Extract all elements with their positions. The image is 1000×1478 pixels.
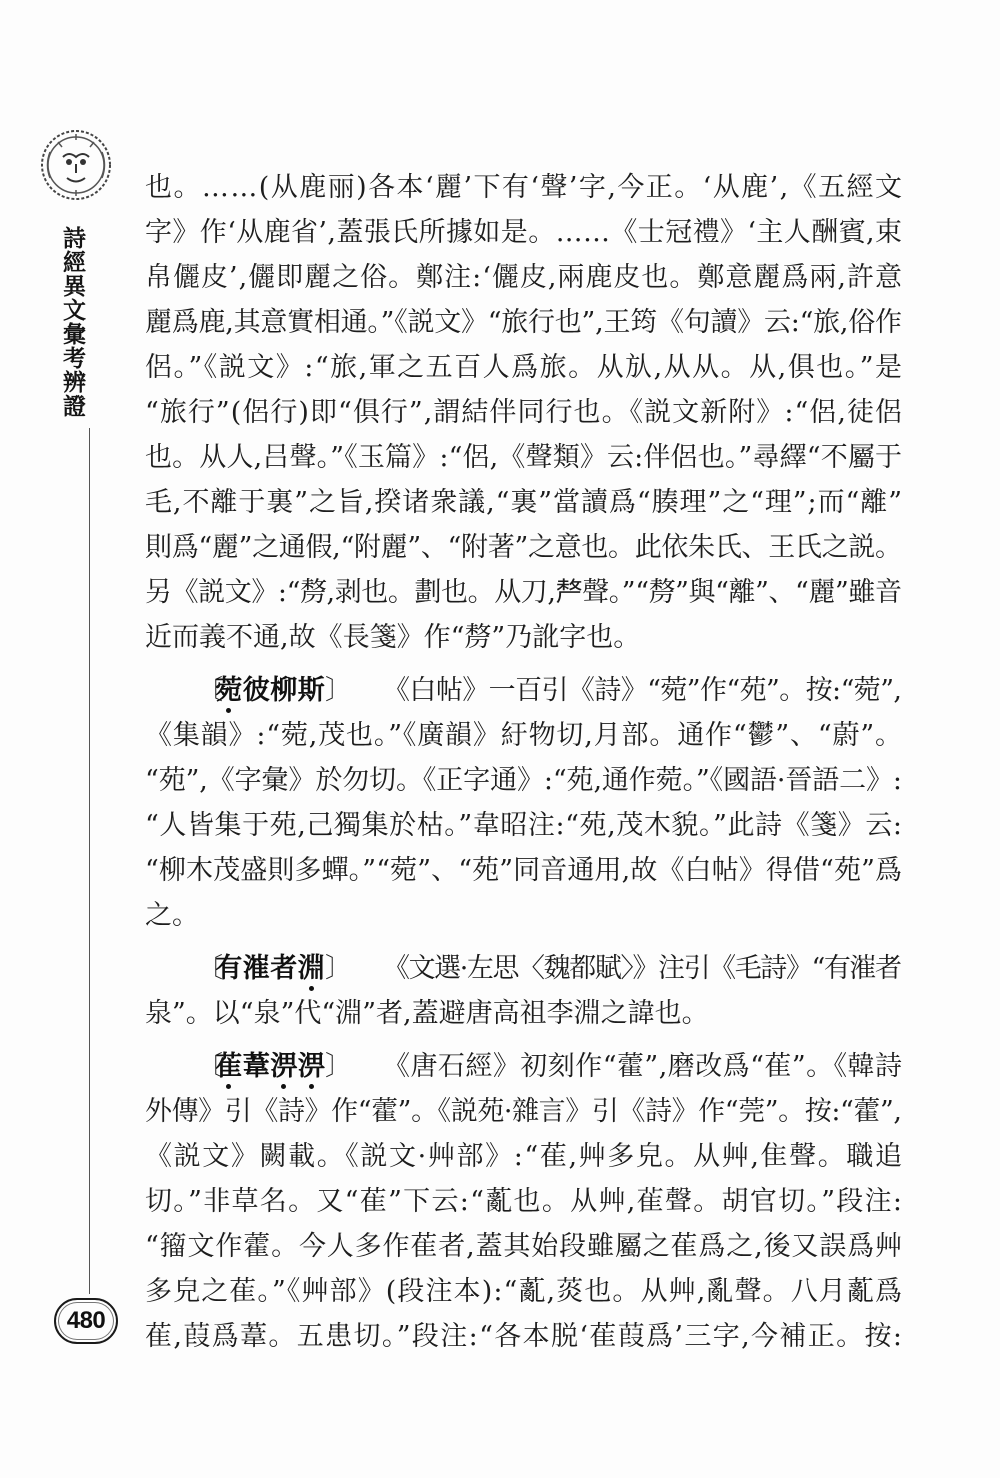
- headword-char: 斯: [297, 675, 325, 706]
- headword-char: 淵: [297, 953, 325, 984]
- face-medallion-icon: [36, 124, 116, 206]
- line-text: 字》作‘从鹿省’,蓋張氏所據如是。……《士冠禮》‘主人酬賓,束: [145, 217, 903, 248]
- margin-rule: [89, 428, 90, 1294]
- text-line: [145, 531, 902, 565]
- line-text: “籀文作藿。今人多作萑者,蓋其始段雖屬之萑爲之,後又誤爲艸: [145, 1231, 903, 1262]
- line-text: 之。: [145, 900, 199, 931]
- line-text: “苑”,《字彙》於勿切。《正字通》:“苑,通作菀。”《國語·晉語二》:: [145, 765, 902, 796]
- text-line: [145, 1095, 902, 1129]
- headword-char: 彼: [242, 675, 270, 706]
- line-text: 泉”。以“泉”代“淵”者,蓋避唐高祖李淵之諱也。: [145, 998, 709, 1029]
- text-line: [145, 899, 902, 933]
- bracket-open: 〔: [196, 1051, 223, 1082]
- line-text: 《白帖》一百引《詩》“菀”作“苑”。按:“菀”,: [383, 675, 902, 706]
- page-number: 480: [54, 1298, 118, 1344]
- headword-char: 漼: [242, 953, 270, 984]
- line-text: 《唐石經》初刻作“藿”,磨改爲“萑”。《韓詩: [383, 1051, 903, 1082]
- line-text: 則爲“麗”之通假,“附麗”、“附著”之意也。此依朱氏、王氏之説。: [145, 532, 902, 563]
- text-line: [145, 719, 902, 753]
- text-line: [145, 621, 902, 655]
- line-text: 侶。”《説文》:“旅,軍之五百人爲旅。从㫃,从从。从,俱也。”是: [145, 352, 904, 383]
- line-text: 《集韻》:“菀,茂也。”《廣韻》紆物切,月部。通作“鬱”、“蔚”。: [145, 720, 903, 751]
- text-line: [145, 576, 902, 610]
- text-line: [383, 1050, 902, 1084]
- headword-char: 有: [215, 953, 243, 984]
- line-text: 也。从人,吕聲。”《玉篇》:“侶,《聲類》云:伴侶也。”尋繹“不屬于: [145, 442, 903, 473]
- text-line: [145, 1320, 902, 1354]
- headword-char: 菀: [215, 675, 243, 706]
- running-title: 詩經異文彙考辨證: [59, 226, 85, 418]
- text-line: [145, 997, 902, 1031]
- text-line: [145, 261, 902, 295]
- line-text: 帛儷皮’,儷即麗之俗。鄭注:‘儷皮,兩鹿皮也。鄭意麗爲兩,許意: [145, 262, 903, 293]
- line-text: 外傳》引《詩》作“藿”。《説苑·雜言》引《詩》作“莞”。按:“藿”,: [145, 1096, 902, 1127]
- headword-char: 柳: [270, 675, 298, 706]
- text-line: [145, 809, 902, 843]
- line-text: 另《説文》:“剺,剥也。劃也。从刀,𠩺聲。”“剺”與“離”、“麗”雖音: [145, 577, 902, 608]
- text-line: [383, 674, 902, 708]
- text-line: [145, 764, 902, 798]
- text-line: [145, 1230, 902, 1264]
- text-line: [145, 351, 902, 385]
- headword-char: 葦: [242, 1051, 270, 1082]
- line-text: 萑,葭爲葦。五患切。”段注:“各本脱‘萑葭爲’三字,今補正。按:: [145, 1321, 904, 1352]
- bracket-close: 〕: [325, 953, 352, 984]
- text-line: [383, 952, 902, 986]
- text-line: [145, 216, 902, 250]
- text-line: [145, 1140, 902, 1174]
- headword-char: 者: [270, 953, 298, 984]
- line-text: 切。”非草名。又“萑”下云:“薍也。从艸,雈聲。胡官切。”段注:: [145, 1186, 904, 1217]
- headword: [196, 952, 352, 986]
- line-text: “柳木茂盛則多蟬。”“菀”、“苑”同音通用,故《白帖》得借“苑”爲: [145, 855, 903, 886]
- headword: [196, 1050, 352, 1084]
- text-line: [145, 854, 902, 888]
- line-text: 也。……(从鹿丽)各本‘麗’下有‘聲’字,今正。‘从鹿’,《五經文: [145, 172, 904, 203]
- text-line: [145, 396, 902, 430]
- bracket-close: 〕: [325, 675, 352, 706]
- line-text: 《説文》闕載。《説文·艸部》:“萑,艸多皃。从艸,隹聲。職追: [145, 1141, 904, 1172]
- bracket-open: 〔: [196, 953, 223, 984]
- line-text: 多皃之萑。”《艸部》(段注本):“薍,菼也。从艸,亂聲。八月薍爲: [145, 1276, 904, 1307]
- headword-char: 淠: [270, 1051, 298, 1082]
- line-text: 毛,不離于裏”之旨,揆诸衆議,“裏”當讀爲“腠理”之“理”;而“離”: [145, 487, 903, 518]
- line-text: “旅行”(侶行)即“俱行”,謂結伴同行也。《説文新附》:“侶,徒侶: [145, 397, 904, 428]
- text-line: [145, 171, 902, 205]
- bracket-open: 〔: [196, 675, 223, 706]
- text-line: [145, 486, 902, 520]
- headword-char: 淠: [297, 1051, 325, 1082]
- line-text: 《文選·左思〈魏都賦〉》注引《毛詩》“有漼者: [383, 953, 901, 984]
- headword: [196, 674, 352, 708]
- bracket-close: 〕: [325, 1051, 352, 1082]
- text-line: [145, 306, 902, 340]
- text-line: [145, 1185, 902, 1219]
- text-line: [145, 441, 902, 475]
- line-text: 近而義不通,故《長箋》作“剺”乃訛字也。: [145, 622, 641, 653]
- line-text: “人皆集于苑,己獨集於枯。”韋昭注:“苑,茂木貌。”此詩《箋》云:: [145, 810, 903, 841]
- headword-char: 萑: [215, 1051, 243, 1082]
- line-text: 麗爲鹿,其意實相通。”《説文》“旅行也”,王筠《句讀》云:“旅,俗作: [145, 307, 902, 338]
- text-line: [145, 1275, 902, 1309]
